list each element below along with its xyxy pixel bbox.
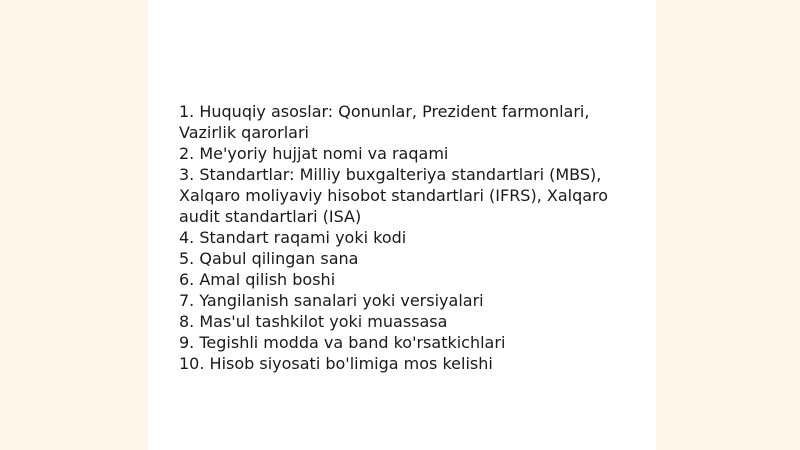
list-item: 4. Standart raqami yoki kodi (179, 228, 407, 247)
list-item: 6. Amal qilish boshi (179, 270, 336, 289)
list-item: 7. Yangilanish sanalari yoki versiyalari (179, 291, 484, 310)
list-item: 9. Tegishli modda va band ko'rsatkichlari (179, 333, 506, 352)
list-item: 1. Huquqiy asoslar: Qonunlar, Prezident farmonlari, Vazirlik qarorlari (179, 102, 590, 142)
list-item: 3. Standartlar: Milliy buxgalteriya standartlari (MBS), Xalqaro moliyaviy hisobot standartlari (IFRS), Xalqaro audit standartlari (ISA) (179, 165, 609, 226)
list-item: 10. Hisob siyosati bo'limiga mos kelishi (179, 354, 493, 373)
list-item: 8. Mas'ul tashkilot yoki muassasa (179, 312, 448, 331)
document-list (179, 101, 629, 374)
document-page (148, 0, 656, 450)
list-item: 2. Me'yoriy hujjat nomi va raqami (179, 144, 449, 163)
list-item: 5. Qabul qilingan sana (179, 249, 359, 268)
